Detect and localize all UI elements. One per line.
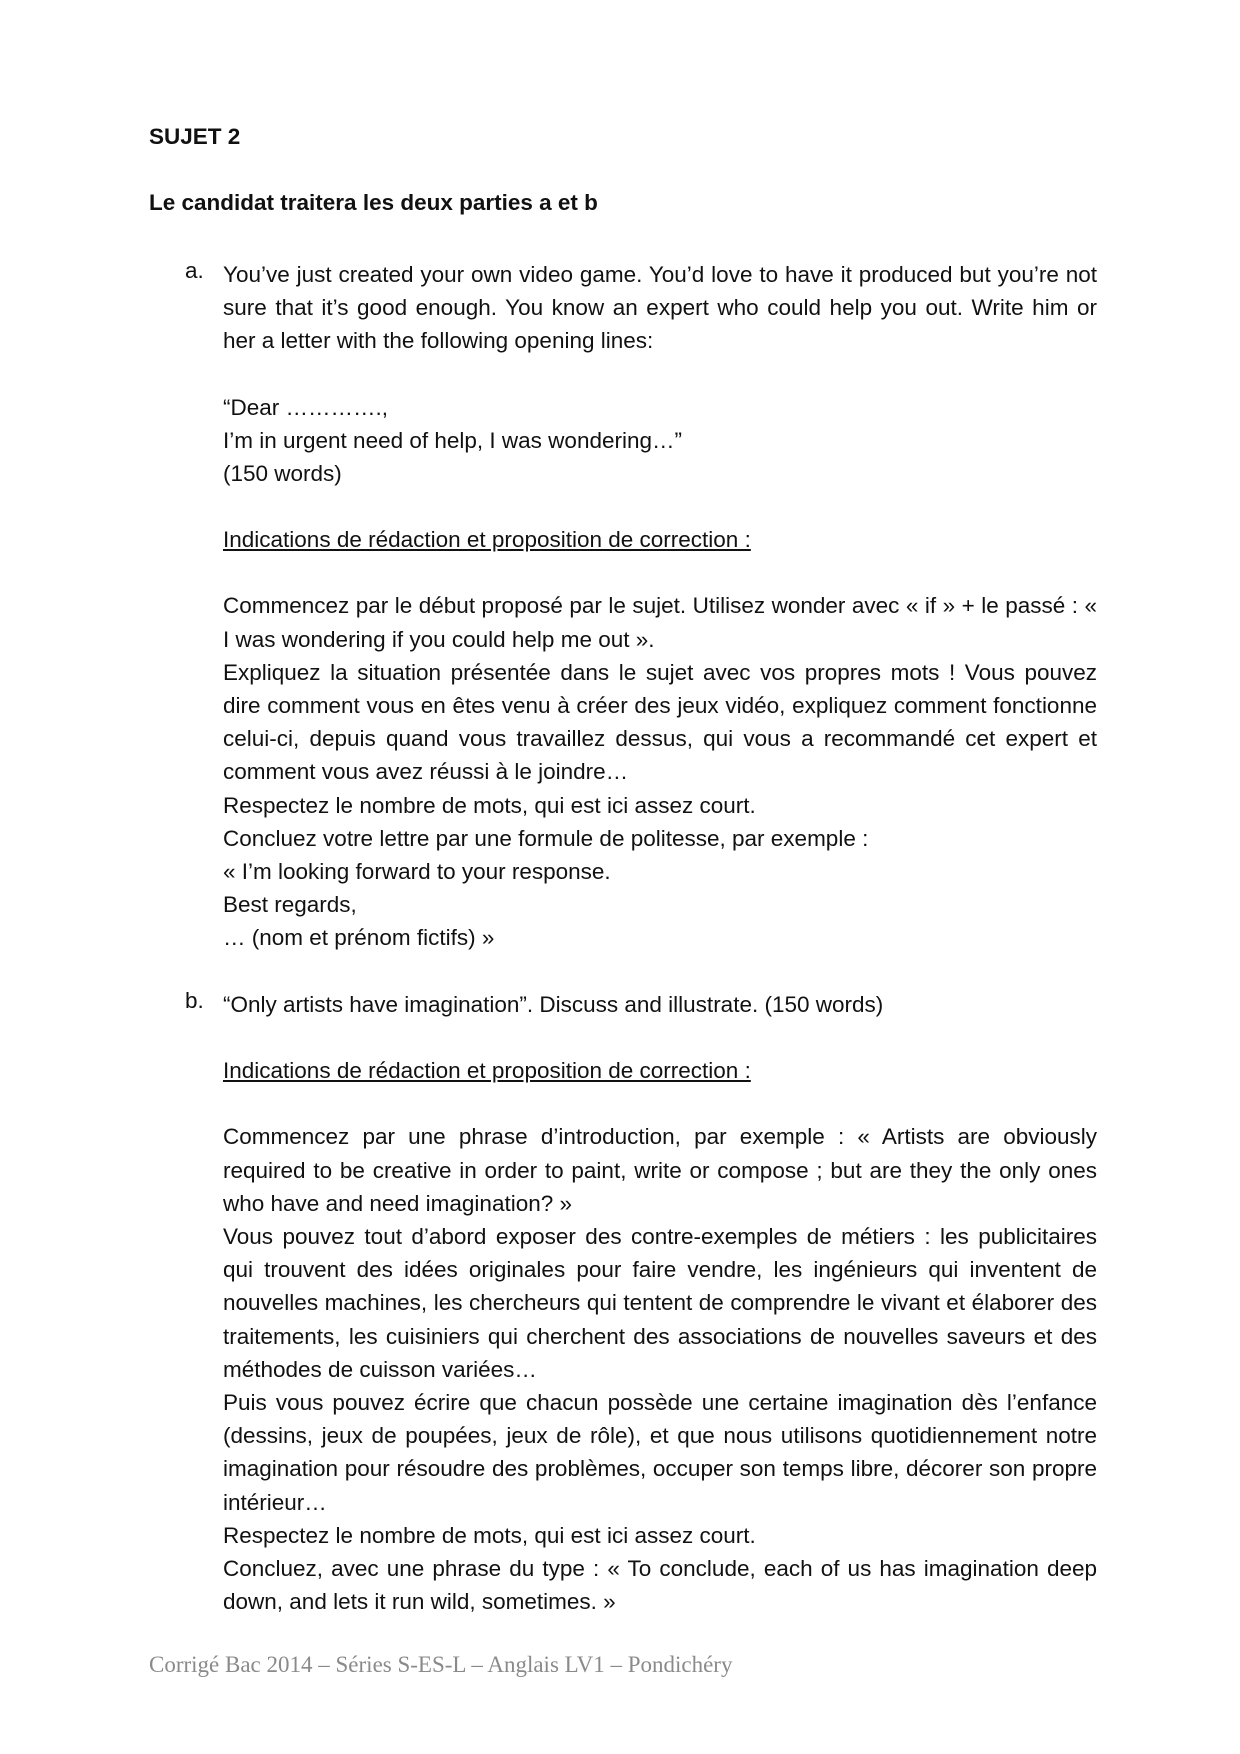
part-a-quote bbox=[223, 391, 1097, 491]
part-b-paragraph: Vous pouvez tout d’abord exposer des contre-exemples de métiers : les publicitaires qui trouvent des idées originales pour faire vendre, les ingénieurs qui inventent de nouvelles machines, les chercheurs qui tentent de comprendre le vivant et élaborer des traitements, les cuisiniers qui cherchent des associations de nouvelles saveurs et des méthodes de cuisson variées… bbox=[223, 1224, 1097, 1382]
part-a-paragraph: « I’m looking forward to your response. bbox=[223, 859, 611, 885]
part-a-heading: Indications de rédaction et proposition de correction : bbox=[223, 527, 751, 553]
part-b-paragraph: Respectez le nombre de mots, qui est ici assez court. bbox=[223, 1522, 756, 1548]
part-b-prompt: “Only artists have imagination”. Discuss and illustrate. (150 words) bbox=[223, 992, 884, 1017]
part-b-paragraph: Concluez, avec une phrase du type : « To conclude, each of us has imagination deep down, and lets it run wild, sometimes. » bbox=[223, 1556, 1097, 1615]
page-footer: Corrigé Bac 2014 – Séries S-ES-L – Anglais LV1 – Pondichéry bbox=[149, 1652, 733, 1677]
part-a-paragraph: Respectez le nombre de mots, qui est ici assez court. bbox=[223, 792, 756, 818]
part-a-paragraph: Concluez votre lettre par une formule de politesse, par exemple : bbox=[223, 825, 869, 851]
part-a-quote-line: (150 words) bbox=[223, 461, 342, 487]
instructions: Le candidat traitera les deux parties a et b bbox=[149, 190, 598, 215]
part-a-quote-line: I’m in urgent need of help, I was wondering…” bbox=[223, 427, 682, 453]
part-b-letter: b. bbox=[185, 988, 204, 1013]
part-a-paragraph: Expliquez la situation présentée dans le sujet avec vos propres mots ! Vous pouvez dire comment vous en êtes venu à créer des jeux vidéo, expliquez comment fonctionne celui-ci, depuis quand vous travaillez dessus, qui vous a recommandé cet expert et comment vous avez réussi à le joindre… bbox=[223, 659, 1097, 785]
part-a-paragraph: Best regards, bbox=[223, 892, 357, 918]
part-b bbox=[149, 988, 1097, 1618]
part-a-paragraph: … (nom et prénom fictifs) » bbox=[223, 925, 495, 951]
part-a-letter: a. bbox=[185, 258, 204, 283]
part-b-heading: Indications de rédaction et proposition de correction : bbox=[223, 1058, 751, 1084]
part-b-paragraph: Commencez par une phrase d’introduction, par exemple : « Artists are obviously required to be creative in order to paint, write or compose ; but are they the only ones who have and need imagination? » bbox=[223, 1124, 1097, 1216]
part-a bbox=[149, 258, 1097, 955]
part-a-quote-line: “Dear …………., bbox=[223, 394, 389, 420]
part-a-prompt: You’ve just created your own video game. You’d love to have it produced but you’re not sure that it’s good enough. You know an expert who could help you out. Write him or her a letter with the following opening lines: bbox=[223, 262, 1097, 354]
part-b-paragraph: Puis vous pouvez écrire que chacun possède une certaine imagination dès l’enfance (dessins, jeux de poupées, jeux de rôle), et que nous utilisons quotidiennement notre imagination pour résoudre des problèmes, occuper son temps libre, décorer son propre intérieur… bbox=[223, 1390, 1097, 1515]
part-a-paragraph: Commencez par le début proposé par le sujet. Utilisez wonder avec « if » + le passé : « I was wondering if you could help me out ». bbox=[223, 593, 1097, 652]
page-title: SUJET 2 bbox=[149, 124, 241, 149]
